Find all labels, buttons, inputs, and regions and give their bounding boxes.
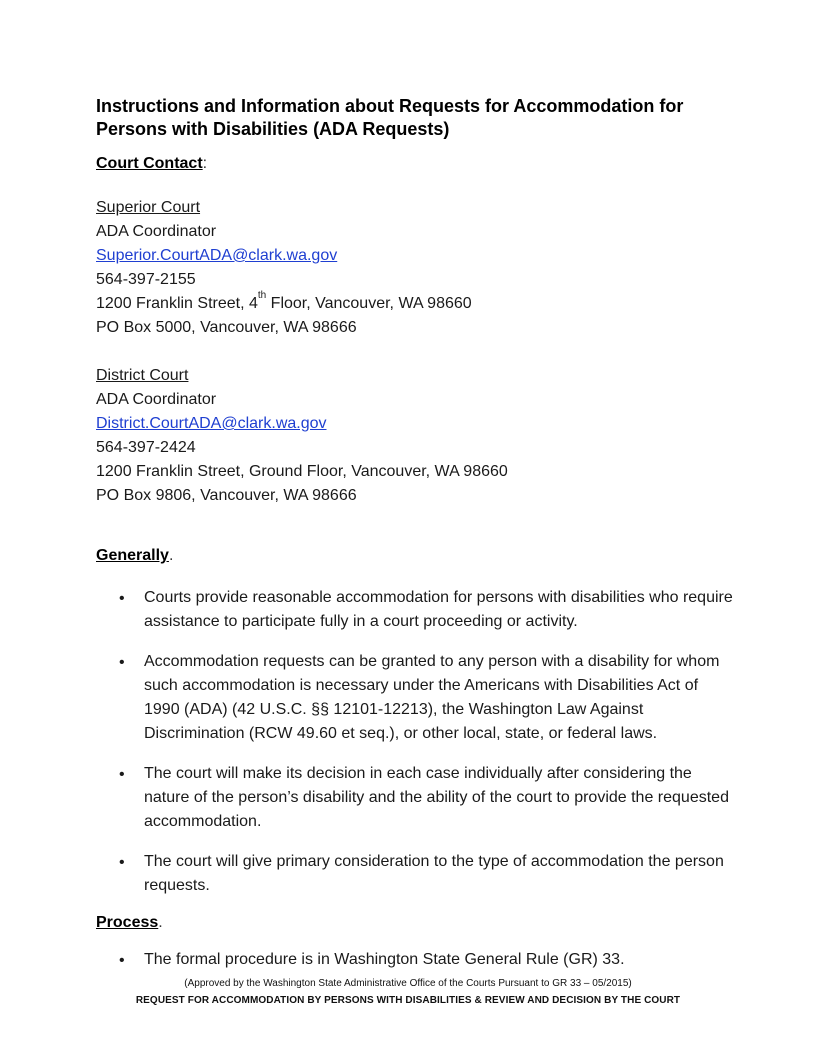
district-court-address: 1200 Franklin Street, Ground Floor, Vancouver, WA 98660 [96, 463, 508, 480]
list-item [96, 650, 736, 746]
district-court-email-link[interactable]: District.CourtADA@clark.wa.gov [96, 415, 327, 432]
court-contact-heading-punct: : [202, 155, 208, 172]
superior-court-phone: 564-397-2155 [96, 271, 196, 288]
superior-court-name: Superior Court [96, 199, 201, 216]
superior-court-address-post: Floor, Vancouver, WA 98660 [266, 295, 472, 312]
superior-court-email-link[interactable]: Superior.CourtADA@clark.wa.gov [96, 247, 338, 264]
process-heading-punct: . [158, 914, 163, 931]
generally-bullet-3: The court will make its decision in each case individually after considering the nature of the person’s disability and the ability of the court to provide the requested accommodation. [144, 765, 729, 830]
superior-court-address-sup: th [257, 290, 267, 301]
superior-court-address-pre: 1200 Franklin Street, 4 [96, 295, 258, 312]
list-item [96, 586, 736, 634]
bullet-icon: • [119, 854, 125, 871]
bullet-icon: • [119, 590, 125, 607]
footer-approval-note: (Approved by the Washington State Administrative Office of the Courts Pursuant to GR 33 – 05/2015) [184, 978, 632, 989]
generally-list [96, 586, 736, 898]
list-item [96, 948, 736, 972]
superior-court-contact [96, 196, 472, 340]
superior-court-role: ADA Coordinator [96, 223, 217, 240]
process-list [96, 948, 736, 972]
generally-heading-text: Generally [96, 547, 169, 564]
district-court-phone: 564-397-2424 [96, 439, 196, 456]
list-item [96, 762, 736, 834]
bullet-icon: • [119, 766, 125, 783]
bullet-icon: • [119, 654, 125, 671]
generally-bullet-4: The court will give primary consideration to the type of accommodation the person requests. [144, 853, 724, 894]
superior-court-address [96, 292, 472, 316]
process-bullet-1: The formal procedure is in Washington State General Rule (GR) 33. [144, 951, 625, 968]
district-court-contact [96, 364, 508, 508]
footer-form-title: REQUEST FOR ACCOMMODATION BY PERSONS WITH DISABILITIES & REVIEW AND DECISION BY THE COURT [135, 995, 681, 1006]
generally-bullet-1: Courts provide reasonable accommodation for persons with disabilities who require assistance to participate fully in a court proceeding or activity. [144, 589, 733, 630]
generally-heading [96, 547, 173, 565]
bullet-icon: • [119, 952, 125, 969]
district-court-name: District Court [96, 367, 189, 384]
generally-bullet-2: Accommodation requests can be granted to any person with a disability for whom such accommodation is necessary under the Americans with Disabilities Act of 1990 (ADA) (42 U.S.C. §§ 12101-12213), the Washington Law Against Discrimination (RCW 49.60 et seq.), or other local, state, or federal laws. [144, 653, 720, 742]
process-heading [96, 914, 163, 932]
generally-heading-punct: . [168, 547, 174, 564]
list-item [96, 850, 736, 898]
district-court-role: ADA Coordinator [96, 391, 217, 408]
court-contact-heading-text: Court Contact [96, 155, 203, 172]
court-contact-heading [96, 155, 207, 173]
process-heading-text: Process [96, 914, 159, 931]
page-title: Instructions and Information about Requests for Accommodation for Persons with Disabilities (ADA Requests) [96, 96, 684, 139]
superior-court-po-box: PO Box 5000, Vancouver, WA 98666 [96, 319, 357, 336]
district-court-po-box: PO Box 9806, Vancouver, WA 98666 [96, 487, 357, 504]
